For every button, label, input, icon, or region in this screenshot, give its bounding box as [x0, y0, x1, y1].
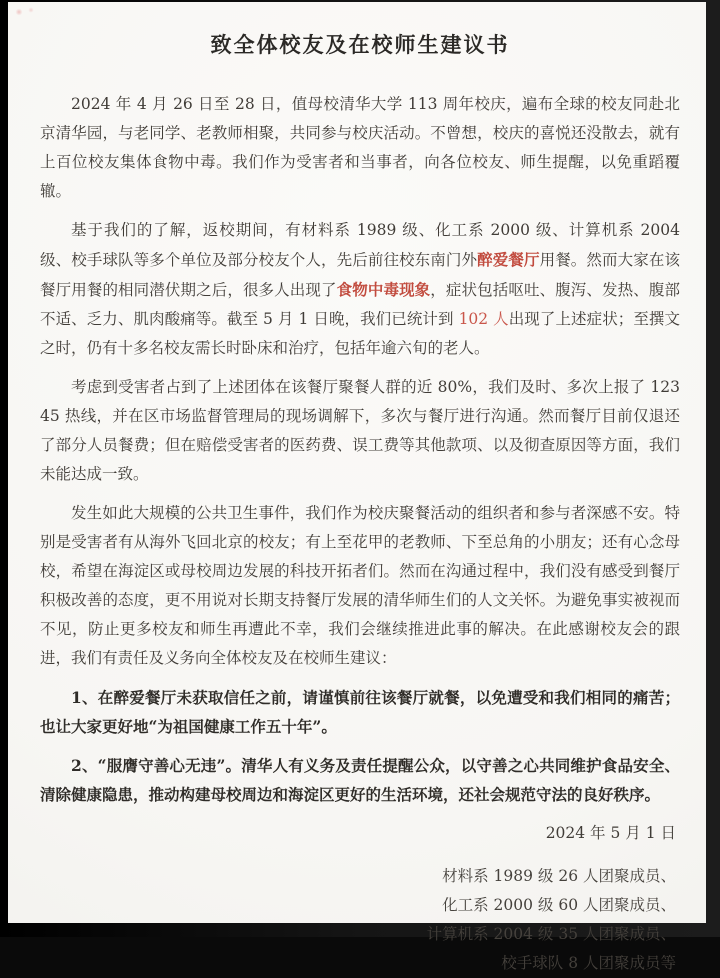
paragraph-intro: 2024 年 4 月 26 日至 28 日，值母校清华大学 113 周年校庆，遍布全球的校友同赴北京清华园，与老同学、老教师相聚，共同参与校庆活动。不曾想，校庆的喜悦还没散去，就有上百位校友集体食物中毒。我们作为受害者和当事者，向各位校友、师生提醒，以免重蹈覆辙。 [40, 95, 680, 200]
faint-watermark [11, 5, 41, 19]
letter-date: 2024 年 5 月 1 日 [545, 824, 676, 842]
signature-line: 材料系 1989 级 26 人团聚成员、 [442, 867, 676, 885]
restaurant-name-highlight: 醉爱餐厅 [477, 250, 540, 269]
letter-page [8, 2, 706, 972]
incident-text-3: ，症状包括呕吐、腹泻、发热、腹部不适、乏力、肌肉酸痛等。截至 5 月 1 日晚，我们已统计到 [40, 281, 680, 328]
signature-line: 计算机系 2004 级 35 人团聚成员、 [426, 925, 676, 943]
signature-line: 校手球队 8 人团聚成员等 [501, 954, 676, 972]
incident-text-4: 出现了上述症状；至撰文之时，仍有十多名校友需长时卧床和治疗，包括年逾六旬的老人。 [40, 310, 680, 357]
suggestion-item-1: 1、在醉爱餐厅未获取信任之前，请谨慎前往该餐厅就餐，以免遭受和我们相同的痛苦；也让大家更好地“为祖国健康工作五十年”。 [40, 688, 680, 736]
incident-text-1: 基于我们的了解，返校期间，有材料系 1989 级、化工系 2000 级、计算机系 2004 级、校手球队等多个单位及部分校友个人，先后前往校东南门外 [40, 221, 680, 269]
poisoning-highlight: 食物中毒现象 [336, 280, 431, 299]
letter-title: 致全体校友及在校师生建议书 [210, 32, 510, 57]
paragraph-negotiation: 考虑到受害者占到了上述团体在该餐厅聚餐人群的近 80%，我们及时、多次上报了 12345 热线，并在区市场监督管理局的现场调解下，多次与餐厅进行沟通。然而餐厅目前仅退还了部分人员餐费；但在赔偿受害者的医药费、误工费等其他款项、以及彻查原因等方面，我们未能达成一致。 [40, 378, 680, 483]
incident-text-2: 用餐。然而大家在该餐厅用餐的相同潜伏期之后，很多人出现了 [40, 251, 680, 299]
paragraph-concern: 发生如此大规模的公共卫生事件，我们作为校庆聚餐活动的组织者和参与者深感不安。特别是受害者有从海外飞回北京的校友；有上至花甲的老教师、下至总角的小朋友；还有心念母校，希望在海淀区或母校周边发展的科技开拓者们。然而在沟通过程中，我们没有感受到餐厅积极改善的态度，更不用说对长期支持餐厅发展的清华师生们的人文关怀。为避免事实被视而不见，防止更多校友和师生再遭此不幸，我们会继续推进此事的解决。在此感谢校友会的跟进，我们有责任及义务向全体校友及在校师生建议： [40, 504, 680, 667]
signature-line: 化工系 2000 级 60 人团聚成员、 [442, 896, 676, 914]
suggestion-item-2: 2、“服膺守善心无违”。清华人有义务及责任提醒公众，以守善之心共同维护食品安全、清除健康隐患，推动构建母校周边和海淀区更好的生活环境，还社会规范守法的良好秩序。 [40, 756, 680, 804]
paragraph-incident [40, 216, 680, 363]
victim-count-highlight: 102 人 [458, 310, 509, 328]
